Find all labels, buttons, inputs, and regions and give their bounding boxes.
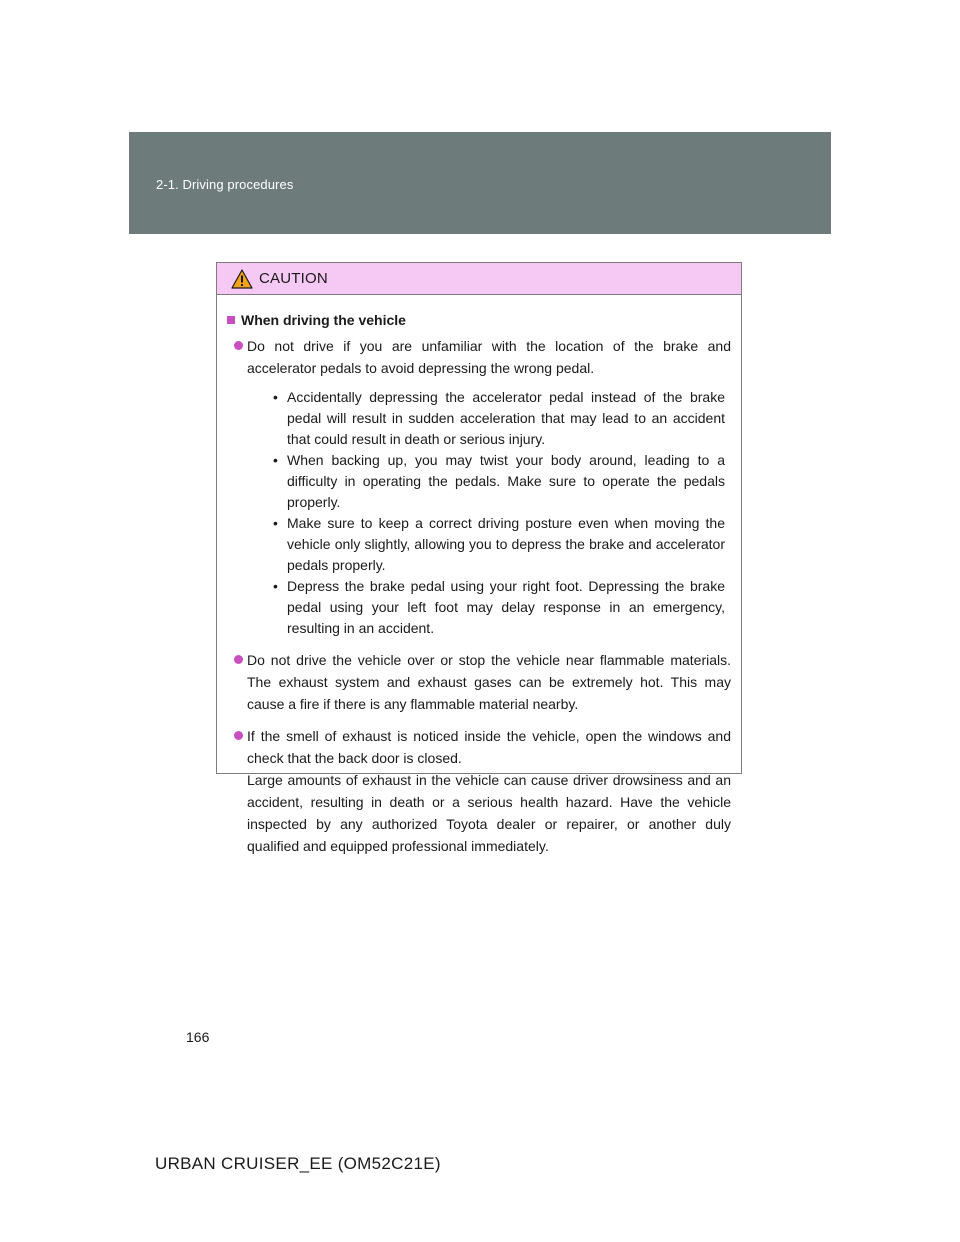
caution-header [217,263,741,295]
caution-item [227,335,731,639]
caution-subheading [227,309,731,331]
caution-item-text: If the smell of exhaust is noticed inside the vehicle, open the windows and check that the back door is closed. [247,728,731,766]
caution-item [227,725,731,857]
caution-sub-list [267,387,731,639]
caution-item [227,649,731,715]
caution-title: CAUTION [259,270,328,287]
page-number: 166 [186,1029,210,1045]
subheading-text: When driving the vehicle [241,312,406,328]
footer-model-code: URBAN CRUISER_EE (OM52C21E) [155,1154,441,1173]
caution-item-text: Do not drive if you are unfamiliar with the location of the brake and accelerator pedals to avoid depressing the wrong pedal. [247,338,731,376]
caution-sub-item-text: Accidentally depressing the accelerator pedal instead of the brake pedal will result in sudden acceleration that may lead to an accident that could result in death or serious injury. [287,389,725,447]
caution-sub-item [267,387,731,450]
caution-sub-item [267,450,731,513]
caution-item-text: Do not drive the vehicle over or stop the vehicle near flammable materials. The exhaust system and exhaust gases can be extremely hot. This may cause a fire if there is any flammable material nearby. [247,652,731,712]
small-bullet-icon: • [273,578,278,594]
section-title: 2-1. Driving procedures [156,177,294,192]
small-bullet-icon: • [273,515,278,531]
caution-body [217,295,741,857]
caution-sub-item [267,513,731,576]
square-bullet-icon [227,316,235,324]
caution-item-text-continued: Large amounts of exhaust in the vehicle can cause driver drowsiness and an accident, resulting in death or a serious health hazard. Have the vehicle inspected by any authorized Toyota dealer or repairer, or another duly qualified and equipped professional immediately. [247,772,731,854]
small-bullet-icon: • [273,452,278,468]
round-bullet-icon [234,655,243,664]
caution-sub-item-text: Make sure to keep a correct driving posture even when moving the vehicle only slightly, allowing you to depress the brake and accelerator pedals properly. [287,515,725,573]
warning-triangle-icon [231,269,253,289]
small-bullet-icon: • [273,389,278,405]
round-bullet-icon [234,341,243,350]
caution-box [216,262,742,854]
caution-sub-item-text: When backing up, you may twist your body around, leading to a difficulty in operating the pedals. Make sure to operate the pedals properly. [287,452,725,510]
caution-sub-item-text: Depress the brake pedal using your right foot. Depressing the brake pedal using your left foot may delay response in an emergency, resulting in an accident. [287,578,725,636]
caution-sub-item [267,576,731,639]
round-bullet-icon [234,731,243,740]
